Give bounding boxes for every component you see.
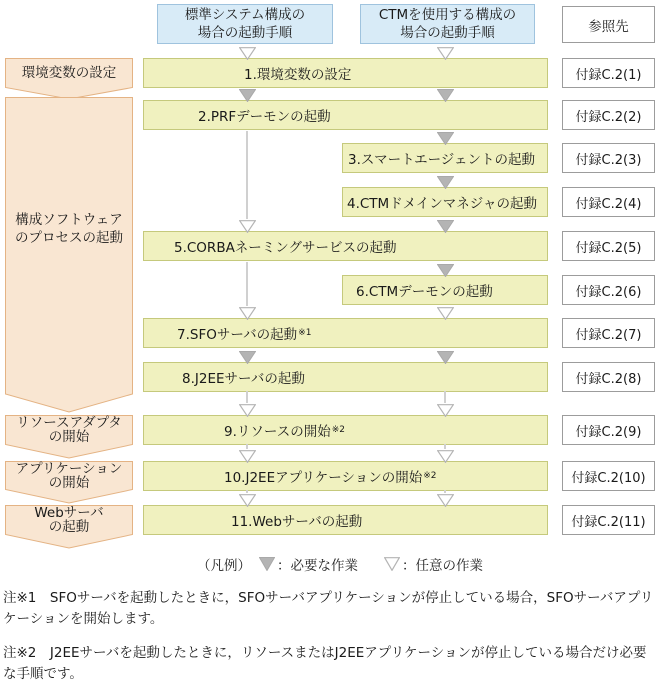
required-arrow-icon [259,557,275,571]
reference-label: 付録C.2(1) [575,67,642,83]
step-box-8 [143,362,548,392]
reference-box-2 [562,100,655,130]
required-arrow-icon [437,218,454,231]
required-arrow-icon [437,87,454,100]
reference-box-11 [562,505,655,535]
sidebar-label-text: リソースアダプタ の開始 [16,415,122,445]
optional-arrow-icon [437,448,454,461]
required-arrow-icon [239,87,256,100]
reference-label: 付録C.2(4) [575,196,642,212]
optional-arrow-icon [437,492,454,505]
flow-connector-line [246,131,248,219]
sidebar-label-resource-start [5,415,133,459]
reference-box-8 [562,362,655,392]
optional-arrow-icon [239,218,256,231]
reference-box-1 [562,58,655,88]
step-label: 6.CTMデーモンの起動 [356,284,493,300]
reference-box-7 [562,318,655,348]
reference-box-3 [562,143,655,173]
step-label: 9.リソースの開始 [224,424,331,440]
optional-arrow-icon [437,305,454,318]
sidebar-label-env-setup [5,58,133,100]
pentagon-shape [5,97,133,413]
sidebar-label-text: Webサーバ の起動 [34,505,104,535]
reference-label: 付録C.2(9) [575,424,642,440]
reference-box-9 [562,415,655,445]
legend-prefix: （凡例） [197,558,251,574]
step-label: 2.PRFデーモンの起動 [198,109,331,125]
column-header-ctm [360,4,535,44]
sidebar-label-text: 環境変数の設定 [21,65,117,81]
optional-arrow-icon [239,305,256,318]
step-label: 11.Webサーバの起動 [231,514,363,530]
step-label: 8.J2EEサーバの起動 [182,371,305,387]
reference-box-4 [562,187,655,217]
step-label: 4.CTMドメインマネジャの起動 [347,196,538,212]
reference-label: 付録C.2(7) [575,327,642,343]
sidebar-label-text: 構成ソフトウェア のプロセスの起動 [15,212,123,246]
sidebar-label-web-server-start [5,505,133,549]
required-arrow-icon [437,262,454,275]
step-box-4 [342,187,548,217]
sidebar-label-text: アプリケーション の開始 [15,461,123,491]
reference-label: 付録C.2(6) [575,284,642,300]
reference-label: 付録C.2(10) [571,470,646,486]
column-header-reference [562,6,655,43]
reference-box-10 [562,461,655,491]
optional-arrow-icon [239,448,256,461]
reference-label: 付録C.2(2) [575,109,642,125]
step-label: 10.J2EEアプリケーションの開始 [224,470,423,486]
step-box-7: 7.SFOサーバの起動 ※1 [143,318,548,348]
step-box-3 [342,143,548,173]
reference-box-6 [562,275,655,305]
step-box-2 [143,100,548,130]
optional-arrow-icon [239,402,256,415]
step-label: 7.SFOサーバの起動 [177,327,298,343]
legend-optional-label: ：任意の作業 [402,558,483,574]
column-header-standard [157,4,333,44]
optional-arrow-icon [437,45,454,58]
optional-arrow-icon [437,402,454,415]
optional-arrow-icon [239,45,256,58]
step-box-6 [342,275,548,305]
step-box-9: 9.リソースの開始 ※2 [143,415,548,445]
step-box-1 [143,58,548,88]
reference-label: 付録C.2(8) [575,371,642,387]
flow-connector-line [246,262,248,306]
step-label: 5.CORBAネーミングサービスの起動 [174,240,397,256]
step-box-11 [143,505,548,535]
sidebar-label-application-start [5,461,133,504]
legend [130,554,550,574]
reference-label: 付録C.2(3) [575,152,642,168]
step-label: 3.スマートエージェントの起動 [348,152,536,168]
optional-arrow-icon [239,492,256,505]
step-box-10: 10.J2EEアプリケーションの開始 ※2 [143,461,548,491]
column-header-reference-label: 参照先 [588,18,629,35]
column-header-ctm-label: CTMを使用する構成の 場合の起動手順 [378,6,517,41]
reference-label: 付録C.2(5) [575,240,642,256]
sidebar-label-process-start [5,97,133,413]
reference-label: 付録C.2(11) [571,514,646,530]
step-box-5 [143,231,548,261]
legend-required-label: ：必要な作業 [277,558,358,574]
reference-box-5 [562,231,655,261]
required-arrow-icon [437,130,454,143]
footnote-2: 注※2 J2EEサーバを起動したときに，リソースまたはJ2EEアプリケーションが停止している場合だけ必要な手順です。 [3,645,647,682]
required-arrow-icon [437,174,454,187]
footnote-1: 注※1 SFOサーバを起動したときに，SFOサーバアプリケーションが停止している場合，SFOサーバアプリケーションを開始します。 [3,590,654,627]
required-arrow-icon [239,349,256,362]
optional-arrow-icon [384,557,400,571]
required-arrow-icon [437,349,454,362]
column-header-standard-label: 標準システム構成の 場合の起動手順 [184,6,306,41]
step-label: 1.環境変数の設定 [244,67,352,83]
